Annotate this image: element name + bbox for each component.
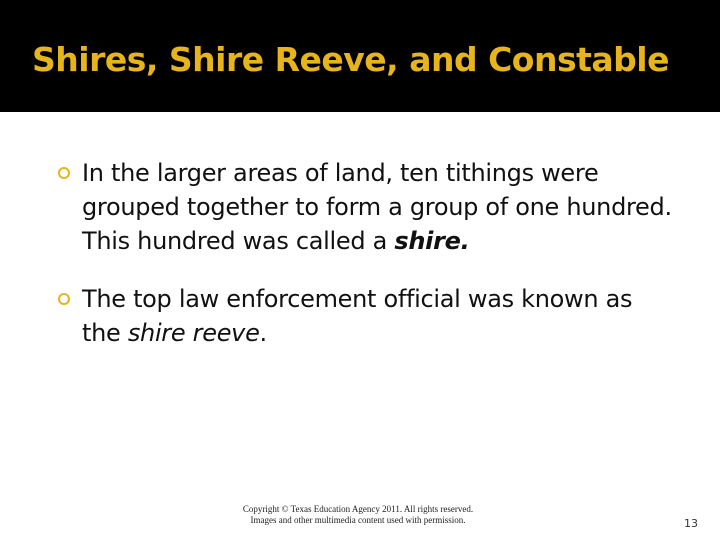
emphasized-term: shire <box>394 227 461 255</box>
page-number: 13 <box>684 517 698 530</box>
bullet-item-shire <box>58 156 678 258</box>
copyright-line: Copyright © Texas Education Agency 2011. All rights reserved. <box>242 504 474 514</box>
emphasized-term: shire reeve <box>127 319 260 347</box>
title-bar <box>0 0 720 112</box>
hollow-circle-bullet-icon <box>58 167 70 179</box>
bullet-text: The top law enforcement official was known as the <box>82 285 633 347</box>
slide-title: Shires, Shire Reeve, and Constable <box>32 40 669 79</box>
bullet-list <box>58 156 678 350</box>
permission-line: Images and other multimedia content used with permission. <box>250 515 466 525</box>
bullet-text-end: . <box>259 319 267 347</box>
bullet-text-end: . <box>460 227 470 255</box>
copyright-notice <box>218 504 498 526</box>
hollow-circle-bullet-icon <box>58 293 70 305</box>
bullet-item-shire-reeve <box>58 282 678 350</box>
bullet-text: In the larger areas of land, ten tithings were grouped together to form a group of one hundred. This hundred was called a <box>82 159 672 255</box>
